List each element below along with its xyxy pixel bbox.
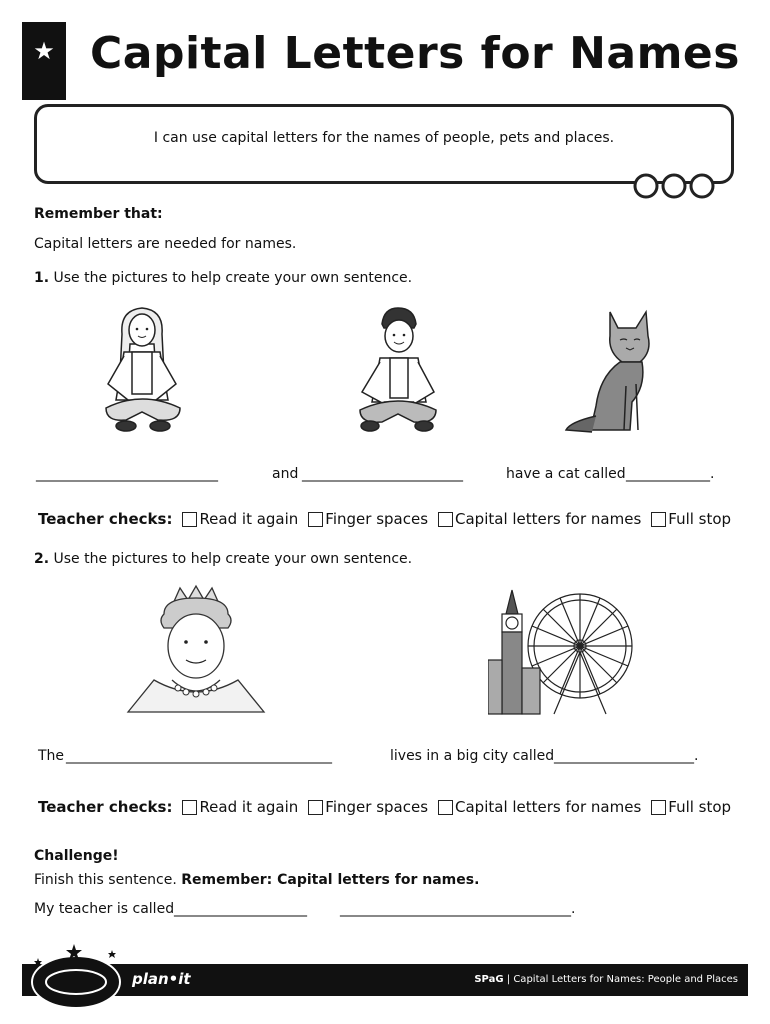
task2-number: 2. bbox=[34, 551, 50, 567]
queen-image bbox=[124, 584, 268, 714]
sentence1-blank1[interactable]: __________________________ bbox=[36, 466, 218, 482]
sentence1-word-cat: have a cat called bbox=[506, 466, 626, 482]
teacher-checks-2 bbox=[38, 798, 731, 816]
challenge-line bbox=[34, 872, 479, 888]
challenge-text: Finish this sentence. bbox=[34, 872, 177, 888]
sentence1-blank3[interactable]: ____________. bbox=[626, 466, 715, 482]
remember-heading: Remember that: bbox=[34, 206, 163, 222]
boy-sitting-image bbox=[354, 306, 440, 434]
task1-number: 1. bbox=[34, 270, 50, 286]
girl-sitting-image bbox=[98, 304, 188, 434]
sentence2-blank1[interactable]: ______________________________________ bbox=[66, 748, 332, 764]
teacher-checks-1 bbox=[38, 510, 731, 528]
check-full-stop-label-2: Full stop bbox=[668, 798, 732, 816]
footer-caption bbox=[474, 974, 738, 985]
page-title: Capital Letters for Names bbox=[90, 28, 740, 79]
check-read-again-label-2: Read it again bbox=[199, 798, 299, 816]
task2-instruction-text: Use the pictures to help create your own sentence. bbox=[53, 551, 413, 567]
check-finger-spaces-label-2: Finger spaces bbox=[325, 798, 429, 816]
planit-brand: plan•it bbox=[132, 970, 191, 988]
sentence2-word-the: The bbox=[38, 748, 65, 764]
check-read-again-label: Read it again bbox=[199, 510, 299, 528]
learning-objective: I can use capital letters for the names of people, pets and places. bbox=[153, 130, 615, 146]
footer-subject: SPaG bbox=[474, 974, 504, 985]
checkbox-finger-spaces-2[interactable] bbox=[308, 800, 323, 815]
task1-instruction bbox=[34, 270, 412, 286]
challenge-sentence-start: My teacher is called bbox=[34, 901, 175, 917]
sentence1-word-and: and bbox=[272, 466, 299, 482]
sentence1-blank2[interactable]: _______________________ bbox=[302, 466, 463, 482]
checkbox-capital-letters-2[interactable] bbox=[438, 800, 453, 815]
task2-instruction bbox=[34, 551, 412, 567]
challenge-blank1[interactable]: ___________________ bbox=[174, 901, 307, 917]
checkbox-capital-letters[interactable] bbox=[438, 512, 453, 527]
challenge-emphasis: Remember: Capital letters for names. bbox=[181, 872, 480, 888]
check-capital-letters-label: Capital letters for names bbox=[455, 510, 642, 528]
challenge-heading: Challenge! bbox=[34, 848, 119, 864]
teacher-checks-label-2: Teacher checks: bbox=[38, 798, 173, 816]
star-icon: ★ bbox=[33, 37, 55, 65]
checkbox-finger-spaces[interactable] bbox=[308, 512, 323, 527]
checkbox-full-stop[interactable] bbox=[651, 512, 666, 527]
checkbox-full-stop-2[interactable] bbox=[651, 800, 666, 815]
footer-title: Capital Letters for Names: People and Places bbox=[513, 974, 738, 985]
check-full-stop-label: Full stop bbox=[668, 510, 732, 528]
rings-icon bbox=[632, 172, 716, 200]
london-landmarks-image bbox=[488, 586, 644, 716]
check-capital-letters-label-2: Capital letters for names bbox=[455, 798, 642, 816]
checkbox-read-again[interactable] bbox=[182, 512, 197, 527]
challenge-blank2[interactable]: _________________________________. bbox=[340, 901, 576, 917]
cat-image bbox=[560, 306, 664, 436]
sentence2-blank2[interactable]: ____________________. bbox=[554, 748, 699, 764]
task1-instruction-text: Use the pictures to help create your own sentence. bbox=[53, 270, 413, 286]
checkbox-read-again-2[interactable] bbox=[182, 800, 197, 815]
footer-separator: | bbox=[506, 974, 511, 985]
check-finger-spaces-label: Finger spaces bbox=[325, 510, 429, 528]
remember-text: Capital letters are needed for names. bbox=[34, 236, 297, 252]
teacher-checks-label: Teacher checks: bbox=[38, 510, 173, 528]
twinkl-logo-icon bbox=[24, 940, 134, 1018]
sentence2-word-city: lives in a big city called bbox=[390, 748, 555, 764]
